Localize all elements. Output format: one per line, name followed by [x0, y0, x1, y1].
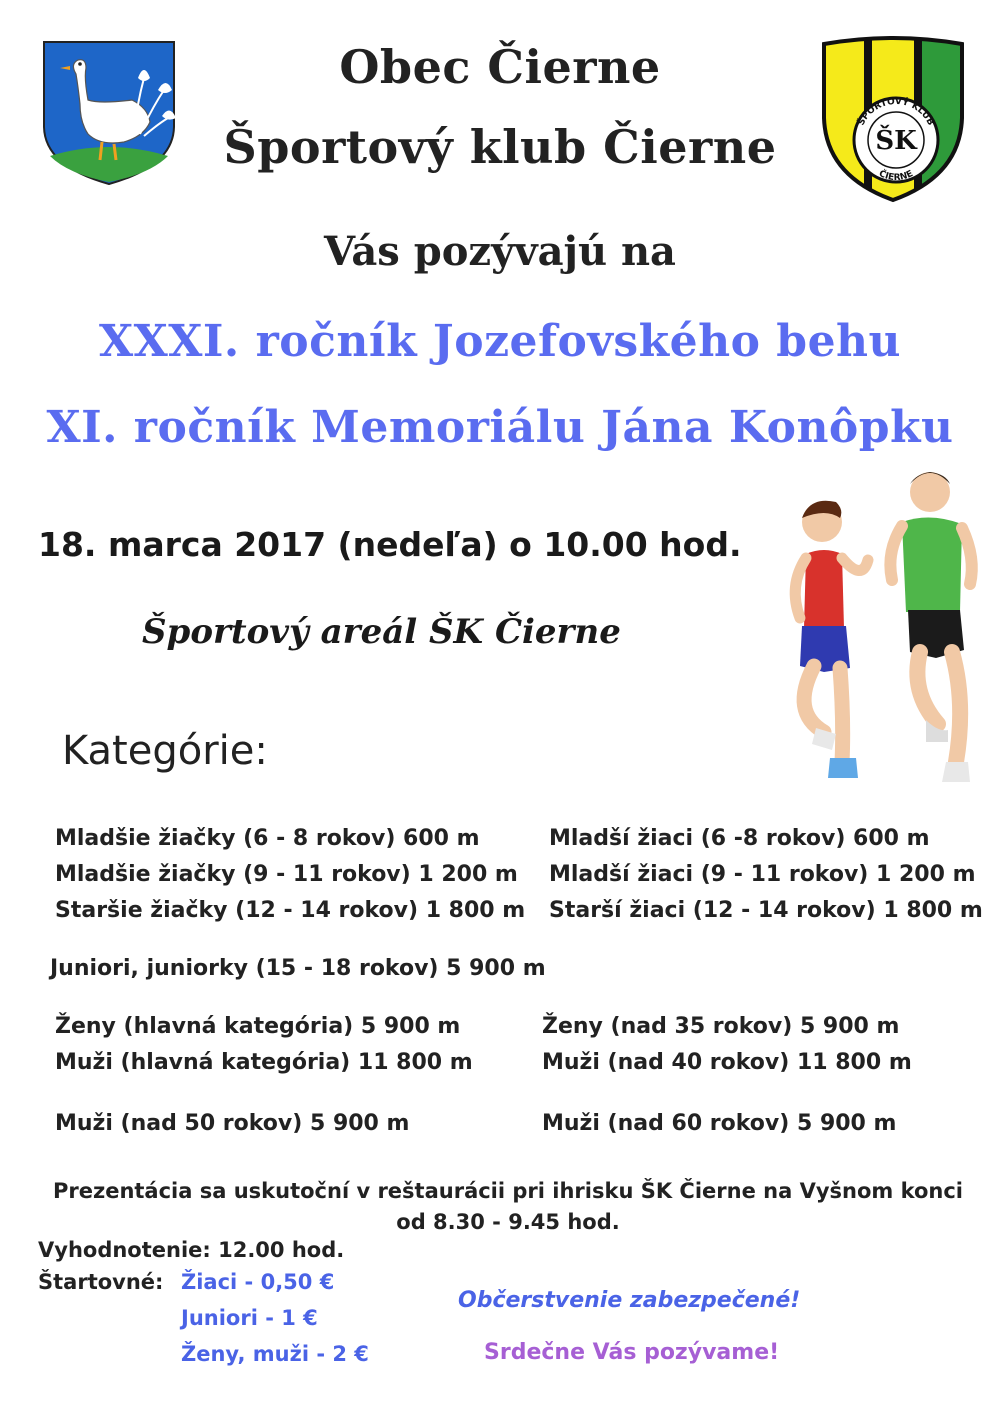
presentation-line-1: Prezentácia sa uskutoční v reštaurácii pri ihrisku ŠK Čierne na Vyšnom konci [52, 1179, 964, 1203]
presentation-line-2: od 8.30 - 9.45 hod. [396, 1210, 620, 1234]
category-adult-left-2: Muži (hlavná kategória) 11 800 m [55, 1050, 473, 1075]
category-girls-1: Mladšie žiačky (6 - 8 rokov) 600 m [55, 826, 480, 851]
category-adult-right-2: Muži (nad 40 rokov) 11 800 m [542, 1050, 912, 1075]
invite-line: Vás pozývajú na [324, 228, 676, 275]
category-boys-3: Starší žiaci (12 - 14 rokov) 1 800 m [549, 898, 983, 923]
category-juniors: Juniori, juniorky (15 - 18 rokov) 5 900 m [50, 956, 546, 981]
refreshments-note: Občerstvenie zabezpečené! [458, 1288, 801, 1313]
category-boys-2: Mladší žiaci (9 - 11 rokov) 1 200 m [549, 862, 976, 887]
event-date: 18. marca 2017 (nedeľa) o 10.00 hod. [38, 525, 742, 564]
club-logo-top-text: ŠPORTOVÝ KLUB [856, 96, 936, 128]
club-logo-bottom-text: ČIERNE [877, 168, 915, 184]
organizer-club: Športový klub Čierne [223, 120, 777, 174]
event-title-2: XI. ročník Memoriálu Jána Konôpku [46, 402, 954, 453]
category-girls-3: Staršie žiačky (12 - 14 rokov) 1 800 m [55, 898, 526, 923]
category-senior-left: Muži (nad 50 rokov) 5 900 m [55, 1111, 410, 1136]
category-adult-right-1: Ženy (nad 35 rokov) 5 900 m [542, 1014, 900, 1039]
category-boys-1: Mladší žiaci (6 -8 rokov) 600 m [549, 826, 930, 851]
closing-invite: Srdečne Vás pozývame! [484, 1340, 780, 1365]
fee-item-adults: Ženy, muži - 2 € [181, 1342, 369, 1366]
evaluation-time: Vyhodnotenie: 12.00 hod. [38, 1238, 345, 1262]
fee-item-juniors: Juniori - 1 € [181, 1306, 318, 1330]
organizer-village: Obec Čierne [339, 40, 661, 94]
category-adult-left-1: Ženy (hlavná kategória) 5 900 m [55, 1014, 461, 1039]
club-logo-monogram: ŠK [875, 126, 917, 156]
categories-title: Kategórie: [62, 728, 268, 774]
category-senior-right: Muži (nad 60 rokov) 5 900 m [542, 1111, 897, 1136]
event-title-1: XXXI. ročník Jozefovského behu [98, 316, 902, 367]
fee-label: Štartovné: [38, 1270, 164, 1294]
runners-illustration-icon [770, 462, 985, 802]
category-girls-2: Mladšie žiačky (9 - 11 rokov) 1 200 m [55, 862, 518, 887]
event-venue: Športový areál ŠK Čierne [142, 612, 621, 652]
fee-item-pupils: Žiaci - 0,50 € [181, 1270, 335, 1294]
club-logo-icon [818, 36, 968, 204]
